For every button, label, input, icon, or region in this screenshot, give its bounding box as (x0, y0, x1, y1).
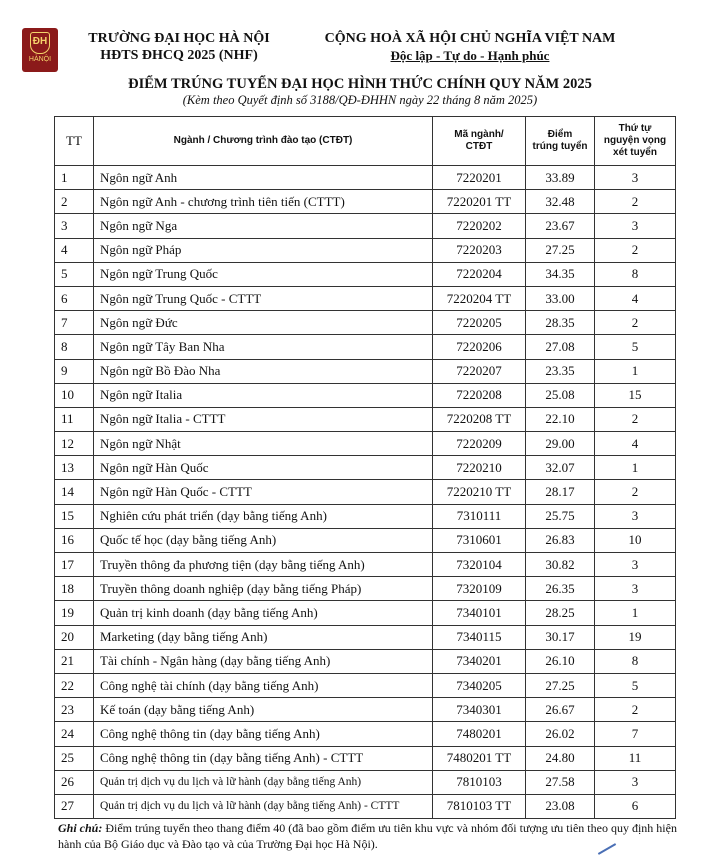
row-rank: 3 (595, 770, 676, 794)
row-score: 27.08 (526, 335, 595, 359)
header-score-line2: trúng tuyển (532, 141, 588, 152)
row-code: 7310111 (433, 504, 526, 528)
row-code: 7810103 TT (433, 794, 526, 818)
table-row (55, 286, 676, 310)
row-rank: 8 (595, 262, 676, 286)
row-tt: 3 (55, 214, 94, 238)
table-row (55, 335, 676, 359)
table-row (55, 722, 676, 746)
row-tt: 9 (55, 359, 94, 383)
row-program: Ngôn ngữ Anh - chương trình tiên tiến (CTTT) (94, 190, 433, 214)
row-rank: 19 (595, 625, 676, 649)
table-row (55, 746, 676, 770)
nation-name: CỘNG HOÀ XÃ HỘI CHỦ NGHĨA VIỆT NAM (324, 31, 616, 46)
row-score: 33.89 (526, 166, 595, 190)
row-tt: 24 (55, 722, 94, 746)
row-program: Truyền thông đa phương tiện (dạy bằng tiếng Anh) (94, 553, 433, 577)
row-program: Công nghệ thông tin (dạy bằng tiếng Anh) (94, 722, 433, 746)
row-code: 7220208 TT (433, 407, 526, 431)
row-rank: 2 (595, 311, 676, 335)
row-code: 7320104 (433, 553, 526, 577)
row-code: 7220209 (433, 432, 526, 456)
table-row (55, 480, 676, 504)
row-score: 28.17 (526, 480, 595, 504)
row-score: 34.35 (526, 262, 595, 286)
row-score: 25.75 (526, 504, 595, 528)
row-program: Ngôn ngữ Italia - CTTT (94, 407, 433, 431)
row-tt: 18 (55, 577, 94, 601)
footnote (58, 820, 698, 852)
row-code: 7480201 (433, 722, 526, 746)
table-header-row (55, 117, 676, 166)
row-rank: 4 (595, 286, 676, 310)
table-row (55, 190, 676, 214)
row-program: Tài chính - Ngân hàng (dạy bằng tiếng Anh) (94, 649, 433, 673)
row-tt: 12 (55, 432, 94, 456)
table-row (55, 673, 676, 697)
row-tt: 16 (55, 528, 94, 552)
row-code: 7220203 (433, 238, 526, 262)
table-row (55, 528, 676, 552)
row-rank: 3 (595, 577, 676, 601)
row-score: 26.67 (526, 698, 595, 722)
row-program: Ngôn ngữ Đức (94, 311, 433, 335)
table-row (55, 770, 676, 794)
row-program: Ngôn ngữ Nga (94, 214, 433, 238)
row-tt: 10 (55, 383, 94, 407)
table-row (55, 407, 676, 431)
row-rank: 10 (595, 528, 676, 552)
row-program: Ngôn ngữ Anh (94, 166, 433, 190)
row-program: Ngôn ngữ Trung Quốc - CTTT (94, 286, 433, 310)
header-code-line2: CTĐT (465, 141, 493, 152)
row-score: 24.80 (526, 746, 595, 770)
row-tt: 23 (55, 698, 94, 722)
row-code: 7220206 (433, 335, 526, 359)
row-program: Ngôn ngữ Nhật (94, 432, 433, 456)
row-rank: 7 (595, 722, 676, 746)
row-tt: 14 (55, 480, 94, 504)
row-tt: 13 (55, 456, 94, 480)
row-program: Ngôn ngữ Tây Ban Nha (94, 335, 433, 359)
row-tt: 19 (55, 601, 94, 625)
table-row (55, 456, 676, 480)
row-tt: 8 (55, 335, 94, 359)
row-rank: 15 (595, 383, 676, 407)
row-tt: 20 (55, 625, 94, 649)
header-rank-line3: xét tuyển (613, 147, 657, 158)
footnote-text: Điểm trúng tuyển theo thang điểm 40 (đã bao gồm điểm ưu tiên khu vực và nhóm đối tượng ưu tiên theo quy định hiện hành của Bộ Giáo dục và Đào tạo và của Trường Đại học Hà Nội). (58, 821, 677, 851)
table-row (55, 601, 676, 625)
table-row (55, 262, 676, 286)
row-rank: 1 (595, 601, 676, 625)
table-row (55, 504, 676, 528)
row-score: 26.02 (526, 722, 595, 746)
row-score: 28.35 (526, 311, 595, 335)
row-score: 26.35 (526, 577, 595, 601)
row-code: 7220210 (433, 456, 526, 480)
row-code: 7340115 (433, 625, 526, 649)
header-score (526, 117, 595, 166)
table-row (55, 311, 676, 335)
table-row (55, 698, 676, 722)
row-rank: 3 (595, 553, 676, 577)
table-row (55, 794, 676, 818)
row-tt: 5 (55, 262, 94, 286)
table-row (55, 625, 676, 649)
issuer-block (64, 30, 294, 64)
row-code: 7810103 (433, 770, 526, 794)
row-code: 7220205 (433, 311, 526, 335)
header-score-line1: Điểm (547, 129, 573, 140)
row-code: 7480201 TT (433, 746, 526, 770)
table-row (55, 577, 676, 601)
row-rank: 3 (595, 504, 676, 528)
row-tt: 6 (55, 286, 94, 310)
table-row (55, 359, 676, 383)
document-subtitle: (Kèm theo Quyết định số 3188/QĐ-ĐHHN ngày 22 tháng 8 năm 2025) (182, 93, 538, 107)
row-rank: 5 (595, 673, 676, 697)
row-program: Ngôn ngữ Pháp (94, 238, 433, 262)
row-tt: 7 (55, 311, 94, 335)
row-rank: 2 (595, 190, 676, 214)
row-rank: 2 (595, 480, 676, 504)
row-score: 22.10 (526, 407, 595, 431)
row-score: 30.17 (526, 625, 595, 649)
document-title: ĐIỂM TRÚNG TUYỂN ĐẠI HỌC HÌNH THỨC CHÍNH QUY NĂM 2025 (128, 76, 592, 92)
row-rank: 11 (595, 746, 676, 770)
header-rank-line2: nguyện vọng (603, 135, 667, 146)
row-code: 7220210 TT (433, 480, 526, 504)
row-score: 23.35 (526, 359, 595, 383)
footnote-label: Ghi chú: (58, 821, 103, 835)
logo-text: HÀNỘI (28, 56, 52, 63)
row-rank: 2 (595, 407, 676, 431)
row-rank: 1 (595, 359, 676, 383)
row-rank: 3 (595, 166, 676, 190)
row-program: Quản trị dịch vụ du lịch và lữ hành (dạy bằng tiếng Anh) - CTTT (94, 794, 433, 818)
row-score: 27.25 (526, 673, 595, 697)
row-program: Công nghệ tài chính (dạy bằng tiếng Anh) (94, 673, 433, 697)
row-rank: 2 (595, 238, 676, 262)
row-score: 26.10 (526, 649, 595, 673)
row-score: 28.25 (526, 601, 595, 625)
row-rank: 6 (595, 794, 676, 818)
header-tt: TT (55, 117, 94, 166)
row-rank: 1 (595, 456, 676, 480)
row-program: Truyền thông doanh nghiệp (dạy bằng tiếng Pháp) (94, 577, 433, 601)
row-program: Quản trị dịch vụ du lịch và lữ hành (dạy bằng tiếng Anh) (94, 770, 433, 794)
row-rank: 2 (595, 698, 676, 722)
row-program: Ngôn ngữ Hàn Quốc - CTTT (94, 480, 433, 504)
row-tt: 2 (55, 190, 94, 214)
table-row (55, 649, 676, 673)
row-code: 7220208 (433, 383, 526, 407)
table-row (55, 432, 676, 456)
row-score: 29.00 (526, 432, 595, 456)
national-motto: Độc lập - Tự do - Hạnh phúc (390, 48, 550, 63)
row-tt: 11 (55, 407, 94, 431)
row-tt: 25 (55, 746, 94, 770)
row-score: 32.07 (526, 456, 595, 480)
nation-block (310, 30, 630, 64)
row-tt: 26 (55, 770, 94, 794)
row-rank: 4 (595, 432, 676, 456)
row-rank: 5 (595, 335, 676, 359)
row-tt: 1 (55, 166, 94, 190)
row-tt: 17 (55, 553, 94, 577)
university-name: TRƯỜNG ĐẠI HỌC HÀ NỘI (88, 31, 270, 46)
row-score: 30.82 (526, 553, 595, 577)
row-code: 7220204 TT (433, 286, 526, 310)
row-code: 7340201 (433, 649, 526, 673)
row-code: 7220207 (433, 359, 526, 383)
row-rank: 3 (595, 214, 676, 238)
row-tt: 21 (55, 649, 94, 673)
header-rank (595, 117, 676, 166)
row-score: 23.08 (526, 794, 595, 818)
header-program: Ngành / Chương trình đào tạo (CTĐT) (94, 117, 433, 166)
row-code: 7340301 (433, 698, 526, 722)
row-program: Ngôn ngữ Bồ Đào Nha (94, 359, 433, 383)
council-name: HĐTS ĐHCQ 2025 (NHF) (100, 48, 258, 63)
row-score: 23.67 (526, 214, 595, 238)
row-score: 32.48 (526, 190, 595, 214)
row-program: Nghiên cứu phát triển (dạy bằng tiếng Anh) (94, 504, 433, 528)
row-program: Quốc tế học (dạy bằng tiếng Anh) (94, 528, 433, 552)
row-tt: 4 (55, 238, 94, 262)
row-program: Ngôn ngữ Italia (94, 383, 433, 407)
row-program: Kế toán (dạy bằng tiếng Anh) (94, 698, 433, 722)
table-row (55, 166, 676, 190)
row-tt: 27 (55, 794, 94, 818)
table-row (55, 238, 676, 262)
row-program: Quản trị kinh doanh (dạy bằng tiếng Anh) (94, 601, 433, 625)
header-code (433, 117, 526, 166)
header-rank-line1: Thứ tự (618, 123, 652, 134)
row-tt: 22 (55, 673, 94, 697)
row-score: 26.83 (526, 528, 595, 552)
table-row (55, 553, 676, 577)
row-score: 27.58 (526, 770, 595, 794)
row-score: 33.00 (526, 286, 595, 310)
row-tt: 15 (55, 504, 94, 528)
row-code: 7320109 (433, 577, 526, 601)
row-code: 7340205 (433, 673, 526, 697)
row-program: Công nghệ thông tin (dạy bằng tiếng Anh) - CTTT (94, 746, 433, 770)
university-logo (22, 28, 58, 72)
row-program: Ngôn ngữ Hàn Quốc (94, 456, 433, 480)
row-program: Marketing (dạy bằng tiếng Anh) (94, 625, 433, 649)
admission-scores-table (54, 116, 676, 819)
row-code: 7220204 (433, 262, 526, 286)
header-code-line1: Mã ngành/ (454, 129, 504, 140)
row-code: 7220202 (433, 214, 526, 238)
row-rank: 8 (595, 649, 676, 673)
row-score: 27.25 (526, 238, 595, 262)
row-code: 7310601 (433, 528, 526, 552)
crest-icon: ĐH (30, 32, 50, 54)
row-code: 7340101 (433, 601, 526, 625)
row-score: 25.08 (526, 383, 595, 407)
table-row (55, 214, 676, 238)
row-program: Ngôn ngữ Trung Quốc (94, 262, 433, 286)
table-body (55, 166, 676, 819)
row-code: 7220201 TT (433, 190, 526, 214)
row-code: 7220201 (433, 166, 526, 190)
table-row (55, 383, 676, 407)
